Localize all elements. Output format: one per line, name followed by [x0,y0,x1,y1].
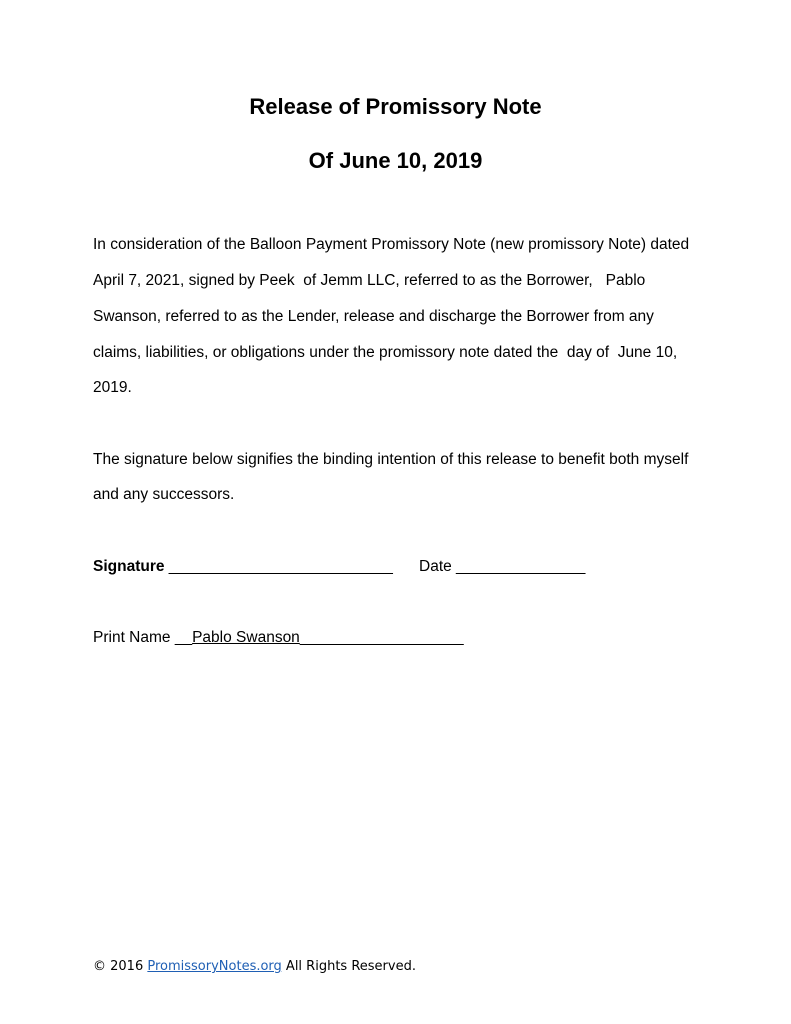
paragraph1-line4: claims, liabilities, or obligations under the promissory note dated the day of June 10, [93,344,678,361]
print-name-prefix-line: __ [174,629,193,646]
paragraph1-line3: Swanson, referred to as the Lender, release and discharge the Borrower from any [93,308,654,325]
paragraph2-line2: and any successors. [93,486,235,503]
paragraph1-line2: April 7, 2021, signed by Peek of Jemm LLC, referred to as the Borrower, Pablo [93,272,646,289]
document-title: Release of Promissory Note [249,94,542,119]
print-name-label: Print Name [93,629,175,646]
signature-label: Signature [93,558,165,575]
document-subtitle-date: Of June 10, 2019 [308,148,483,173]
signature-row [93,558,393,576]
print-name-suffix-line: ___________________ [299,629,464,646]
paragraph1-line5: 2019. [93,379,132,396]
date-row [419,558,585,576]
signature-blank-line: __________________________ [164,558,393,575]
print-name-row [93,629,464,647]
footer-copyright: © 2016 [93,959,148,974]
paragraph2-line1: The signature below signifies the binding intention of this release to benefit both myself [93,451,689,468]
date-label: Date [419,558,452,575]
print-name-value: Pablo Swanson [192,629,300,646]
footer [93,959,416,974]
date-blank-line: _______________ [451,558,586,575]
paragraph1-line1: In consideration of the Balloon Payment Promissory Note (new promissory Note) dated [93,236,690,253]
footer-rights: All Rights Reserved. [281,959,416,974]
footer-website-link[interactable]: PromissoryNotes.org [147,959,282,974]
